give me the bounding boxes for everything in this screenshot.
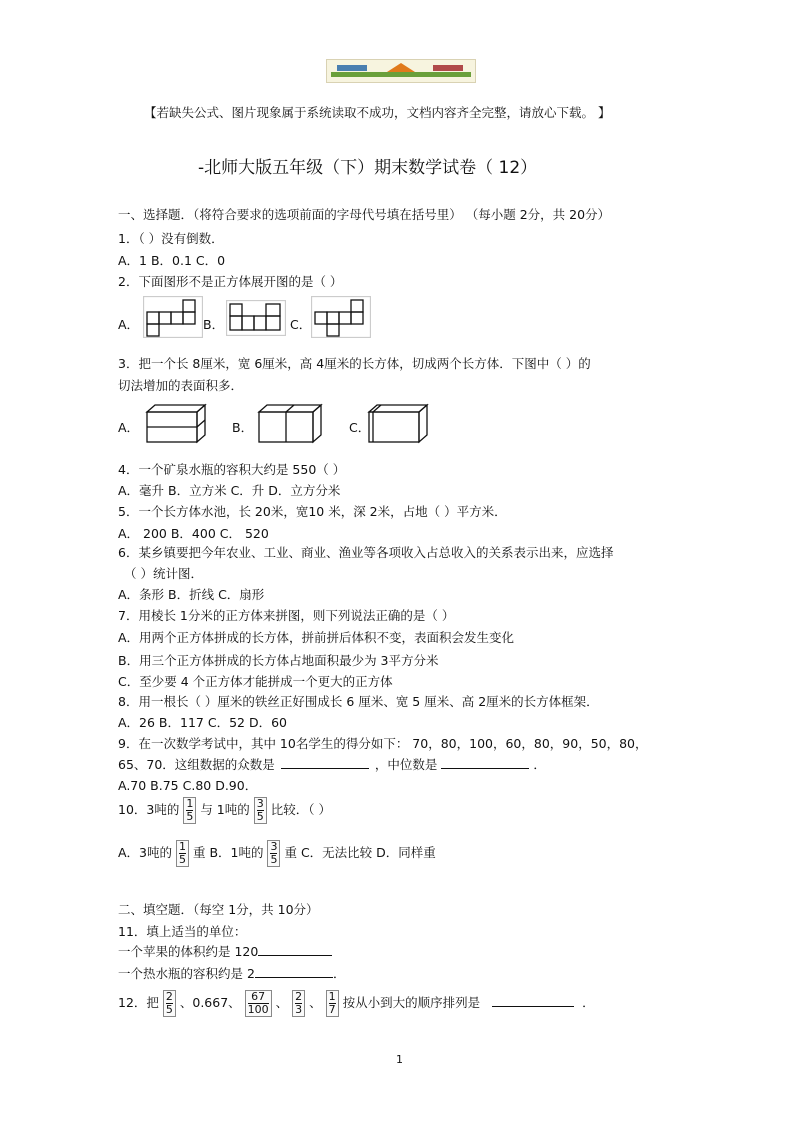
answer-blank-bottle-unit[interactable] [255,965,333,978]
question-4-options: A．毫升 B．立方米 C．升 D．立方分米 [118,483,341,498]
logo-graphic [327,60,475,82]
fraction-numerator: 1 [328,990,336,1003]
question-8-options: A．26 B．117 C．52 D．60 [118,715,287,730]
fraction-1-5 [183,797,196,824]
section1-heading: 一、选择题．（将符合要求的选项前面的字母代号填在括号里） （每小题 2分，共 20分） [118,207,611,222]
question-5: 5．一个长方体水池，长 20米，宽10 米，深 2米，占地（ ）平方米． [118,504,507,519]
question-9-line1: 9．在一次数学考试中，其中 10名学生的得分如下： 70，80，100，60，80，90，50，80， [118,736,648,751]
question-11-b-end: ． [332,966,346,981]
fraction-1-5 [176,840,189,867]
question-1: 1．（ ）没有倒数． [118,231,224,246]
fraction-2-3 [292,990,305,1017]
fraction-denominator: 3 [295,1003,303,1016]
question-9-end: ． [533,757,546,772]
answer-blank-mode[interactable] [281,756,369,769]
question-2-label-c: C． [290,317,312,332]
question-2: 2．下面图形不是正方体展开图的是（ ） [118,274,343,289]
question-7-option-a: A．用两个正方体拼成的长方体，拼前拼后体积不变，表面积会发生变化 [118,630,515,645]
section2-heading: 二、填空题．（每空 1分，共 10分） [118,902,319,917]
question-7-option-b: B．用三个正方体拼成的长方体占地面积最少为 3平方分米 [118,653,439,668]
question-3-line2: 切法增加的表面积多． [118,378,244,393]
question-12-sep3: 、 [309,995,322,1010]
fraction-numerator: 3 [256,797,264,810]
question-11-a [118,942,332,960]
question-10-option-b: 重 B．1吨的 [192,845,264,860]
question-10-option-cd: 重 C．无法比较 D．同样重 [284,845,436,860]
question-10-post: 比较．（ ） [270,802,331,817]
fraction-3-5 [267,840,280,867]
header-logo [326,59,476,83]
question-12-end: ． [582,995,595,1010]
fraction-1-7 [326,990,339,1017]
fraction-denominator: 5 [165,1003,173,1016]
question-11-b-text: 一个热水瓶的容积约是 2 [118,966,255,981]
question-12-sep2: 、 [275,995,289,1010]
question-2-label-a: A． [118,317,140,332]
fraction-denominator: 7 [328,1003,336,1016]
fraction-numerator: 2 [295,990,303,1003]
question-10-mid: 与 1吨的 [200,802,250,817]
fraction-67-100 [245,990,272,1017]
fraction-denominator: 5 [179,853,186,866]
fraction-denominator: 100 [247,1003,269,1016]
question-10 [118,797,331,824]
question-3-label-c: C． [349,420,371,435]
question-9-mode-text: 65、70．这组数据的众数是 [118,757,275,772]
question-8: 8．用一根长（ ）厘米的铁丝正好围成长 6 厘米、宽 5 厘米、高 2厘米的长方体框架． [118,694,599,709]
question-6-line2: （ ）统计图． [124,566,203,581]
question-3-label-a: A． [118,420,140,435]
net-figure-c [311,296,371,338]
answer-blank-median[interactable] [441,756,529,769]
fraction-denominator: 5 [256,810,264,823]
question-9-median-text: ，中位数是 [374,757,438,772]
question-12 [118,990,595,1017]
question-9-line2 [118,755,546,773]
question-12-post: 按从小到大的顺序排列是 [342,995,481,1010]
question-6-line1: 6．某乡镇要把今年农业、工业、商业、渔业等各项收入占总收入的关系表示出来，应选择 [118,545,614,560]
question-12-pre: 12．把 [118,995,159,1010]
question-7-option-c: C．至少要 4 个正方体才能拼成一个更大的正方体 [118,674,393,689]
question-1-options: A．1 B．0.1 C．0 [118,253,226,268]
question-2-label-b: B． [203,317,225,332]
fraction-numerator: 1 [186,797,194,810]
answer-blank-order[interactable] [492,994,574,1007]
question-11: 11．填上适当的单位： [118,924,247,939]
fraction-denominator: 5 [270,853,278,866]
question-12-sep1: 、0.667、 [179,995,241,1010]
box-figure-a [143,402,209,446]
question-3-label-b: B． [232,420,254,435]
fraction-2-5 [163,990,176,1017]
box-figure-b [255,402,325,446]
question-11-a-text: 一个苹果的体积约是 120 [118,944,259,959]
fraction-denominator: 5 [186,810,194,823]
box-figure-c [365,402,431,446]
fraction-numerator: 2 [165,990,173,1003]
question-11-b [118,964,345,982]
net-figure-a [143,296,203,338]
question-10-pre: 10．3吨的 [118,802,180,817]
fraction-numerator: 3 [270,840,278,853]
question-4: 4．一个矿泉水瓶的容积大约是 550（ ） [118,462,346,477]
fraction-numerator: 67 [248,991,269,1004]
question-10-option-a: A．3吨的 [118,845,173,860]
net-figure-b [226,300,286,336]
question-7: 7．用棱长 1分米的正方体来拼图，则下列说法正确的是（ ） [118,608,455,623]
download-notice: 【若缺失公式、图片现象属于系统读取不成功，文档内容齐全完整，请放心下载。 】 [144,105,611,120]
fraction-numerator: 1 [179,840,186,853]
fraction-3-5 [254,797,267,824]
page-number: 1 [396,1053,403,1066]
question-6-options: A．条形 B．折线 C．扇形 [118,587,265,602]
answer-blank-apple-unit[interactable] [258,943,332,956]
question-3-line1: 3．把一个长 8厘米，宽 6厘米，高 4厘米的长方体，切成两个长方体．下图中（ ）的 [118,356,591,371]
page-title: -北师大版五年级（下）期末数学试卷（ 12） [198,158,538,178]
question-5-options: A． 200 B．400 C． 520 [118,526,269,541]
question-9-options: A.70 B.75 C.80 D.90． [118,778,258,793]
question-10-options [118,840,436,867]
